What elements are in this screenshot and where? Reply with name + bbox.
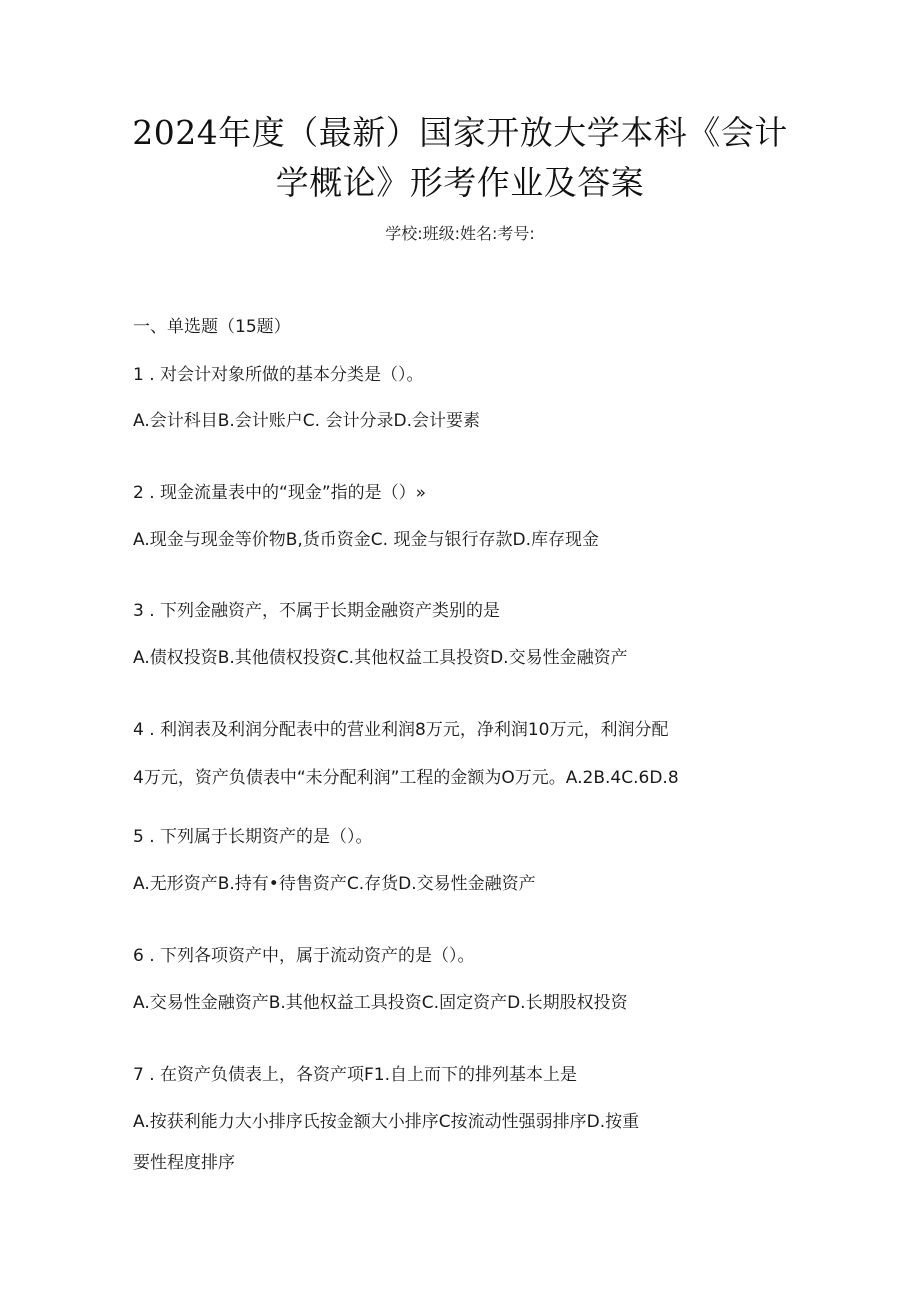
student-info-line: 学校:班级:姓名:考号: bbox=[385, 224, 535, 243]
question-1-stem: 1 . 对会计对象所做的基本分类是（）。 bbox=[133, 365, 424, 385]
question-1-options: A.会计科目B.会计账户C. 会计分录D.会计要素 bbox=[133, 411, 480, 431]
section-heading: 一、单选题（15题） bbox=[133, 317, 291, 337]
question-4-stem: 4 . 利润表及利润分配表中的营业利润8万元，净利润10万元，利润分配 bbox=[133, 720, 669, 740]
question-3-stem: 3 . 下列金融资产，不属于长期金融资产类别的是 bbox=[133, 601, 501, 621]
question-2-options: A.现金与现金等价物B,货币资金C. 现金与银行存款D.库存现金 bbox=[133, 530, 599, 550]
question-6-options: A.交易性金融资产B.其他权益工具投资C.固定资产D.长期股权投资 bbox=[133, 993, 628, 1013]
question-5-options: A.无形资产B.持有•待售资产C.存货D.交易性金融资产 bbox=[133, 874, 536, 894]
question-7-stem: 7 . 在资产负债表上，各资产项F1.自上而下的排列基本上是 bbox=[133, 1065, 578, 1085]
question-7-options: A.按获利能力大小排序氏按金额大小排序C按流动性强弱排序D.按重 bbox=[133, 1112, 640, 1132]
question-2-stem: 2 . 现金流量表中的“现金”指的是（）» bbox=[133, 483, 427, 503]
question-6-stem: 6 . 下列各项资产中，属于流动资产的是（）。 bbox=[133, 946, 475, 966]
document-title-line-2: 学概论》形考作业及答案 bbox=[275, 163, 645, 202]
question-3-options: A.债权投资B.其他债权投资C.其他权益工具投资D.交易性金融资产 bbox=[133, 648, 628, 668]
question-5-stem: 5 . 下列属于长期资产的是（）。 bbox=[133, 827, 373, 847]
question-4-options: 4万元，资产负债表中“未分配利润”工程的金额为O万元。A.2B.4C.6D.8 bbox=[133, 768, 679, 788]
document-title-line-1: 2024年度（最新）国家开放大学本科《会计 bbox=[132, 113, 788, 152]
question-7-options-continued: 要性程度排序 bbox=[133, 1153, 235, 1173]
